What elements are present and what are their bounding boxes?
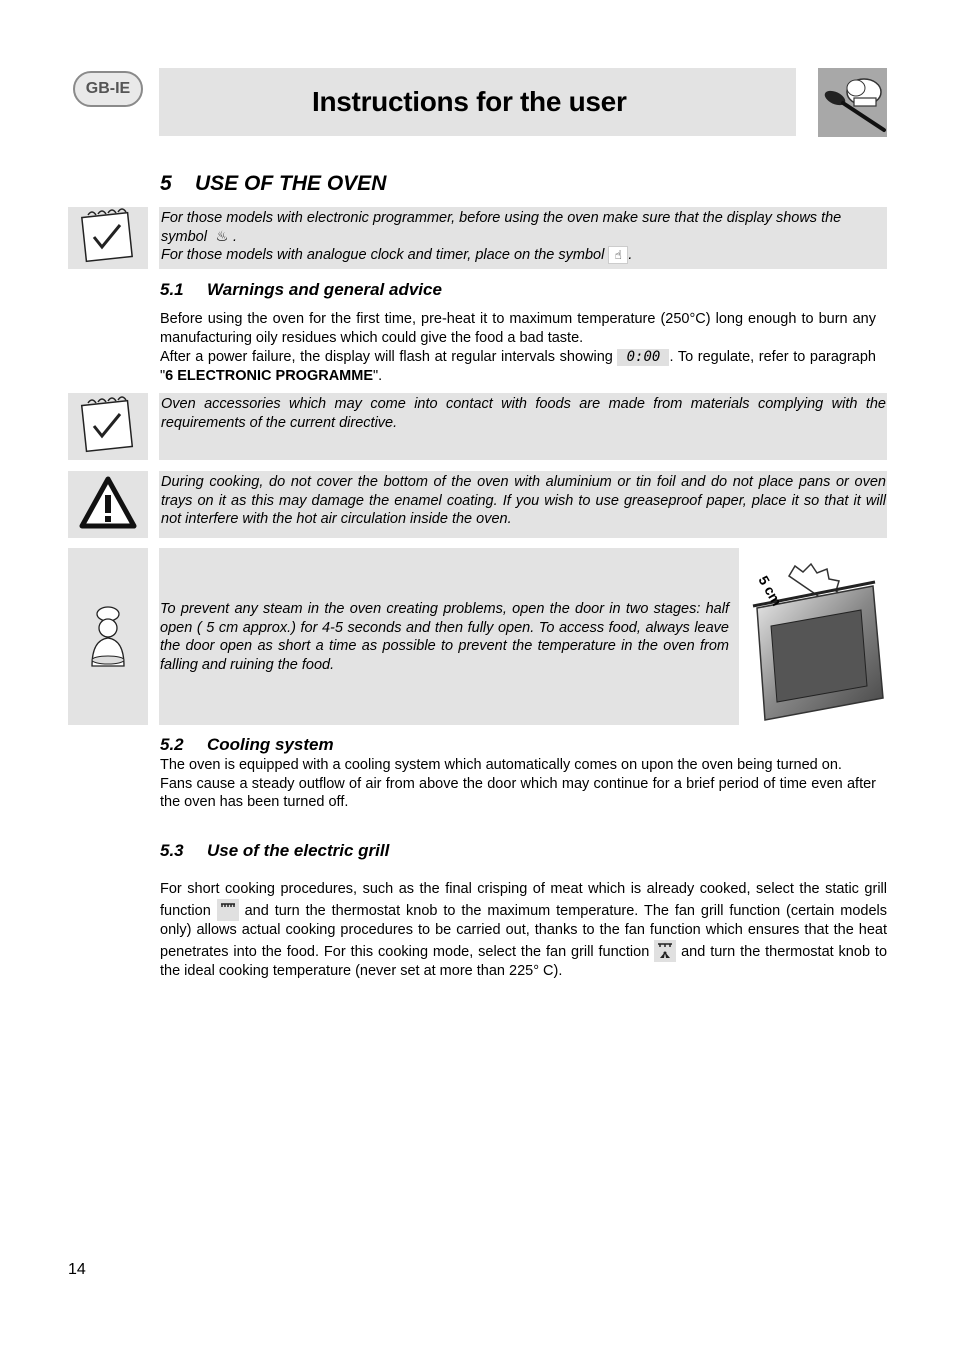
- note-sidebar: [68, 207, 148, 269]
- grill-paragraph: For short cooking procedures, such as the final crisping of meat which is already cooked, select the static grill function and turn the thermostat knob to the maximum temperature. The fan grill function (certain models only) allows actual cooking procedures to be carried out, thanks to the fan function which ensures that the heat penetrates into the food. For this cooking mode, select the fan grill function and turn the thermostat knob to the ideal cooking temperature (never set at more than 225° C).: [160, 881, 888, 979]
- notepad-check-icon: [68, 207, 148, 269]
- oven-light-icon: ♨: [215, 228, 229, 245]
- page-title: Instructions for the user: [312, 86, 627, 117]
- static-grill-icon: [217, 899, 239, 921]
- gap-label: 5 cm: [755, 572, 786, 609]
- note-sidebar: [68, 393, 148, 460]
- fan-grill-icon: [654, 940, 676, 962]
- notepad-check-icon: [68, 393, 148, 460]
- chef-hat-spoon-icon: [818, 68, 887, 137]
- language-badge: GB-IE: [73, 71, 143, 107]
- subsection-title-cooling: 5.2 Cooling system: [160, 735, 334, 754]
- cooling-paragraph: The oven is equipped with a cooling system which automatically comes on upon the oven being turned on. Fans cause a steady outflow of air from above the door which may continue for a brief period of time even after the oven has been turned off.: [160, 757, 876, 810]
- chef-sidebar: [68, 548, 148, 725]
- section-title: 5 USE OF THE OVEN: [160, 172, 387, 195]
- note-cooking: During cooking, do not cover the bottom of the oven with aluminium or tin foil and do not place pans or oven trays on it as this may damage the enamel coating. If you wish to use greaseproof paper, place it so that it will not interfere with the hot air circulation inside the oven.: [159, 471, 887, 538]
- display-readout: 0:00: [617, 349, 669, 366]
- warnings-paragraph: Before using the oven for the first time, pre-heat it to maximum temperature (250°C) long enough to burn any manufacturing oily residues which could give the food a bad taste. After a power failure, the display will flash at regular intervals showing 0:00 . To regulate, refer to paragraph "6 ELECTRONIC PROGRAMME".: [160, 311, 877, 384]
- manual-hand-icon: ☝: [608, 246, 628, 264]
- note-accessories: Oven accessories which may come into contact with foods are made from materials complying with the requirements of the current directive.: [159, 393, 887, 460]
- subsection-title-grill: 5.3 Use of the electric grill: [160, 841, 390, 860]
- chef-icon: [68, 548, 148, 725]
- warning-triangle-icon: [68, 471, 148, 538]
- subsection-title-warnings: 5.1 Warnings and general advice: [160, 280, 442, 299]
- note-steam-text: To prevent any steam in the oven creating problems, open the door in two stages: half open ( 5 cm approx.) for 4-5 seconds and then fully open. To access food, always leave the door open as short a time as possible to prevent the temperature in the oven from falling and ruining the food.: [160, 601, 729, 673]
- note-programmer: For those models with electronic programmer, before using the oven make sure that the display shows the symbol ♨ . For those models with analogue clock and timer, place on the symbol ☝ .: [159, 207, 887, 269]
- oven-door-figure: [745, 548, 887, 725]
- warning-sidebar: [68, 471, 148, 538]
- page-number: 14: [68, 1261, 86, 1278]
